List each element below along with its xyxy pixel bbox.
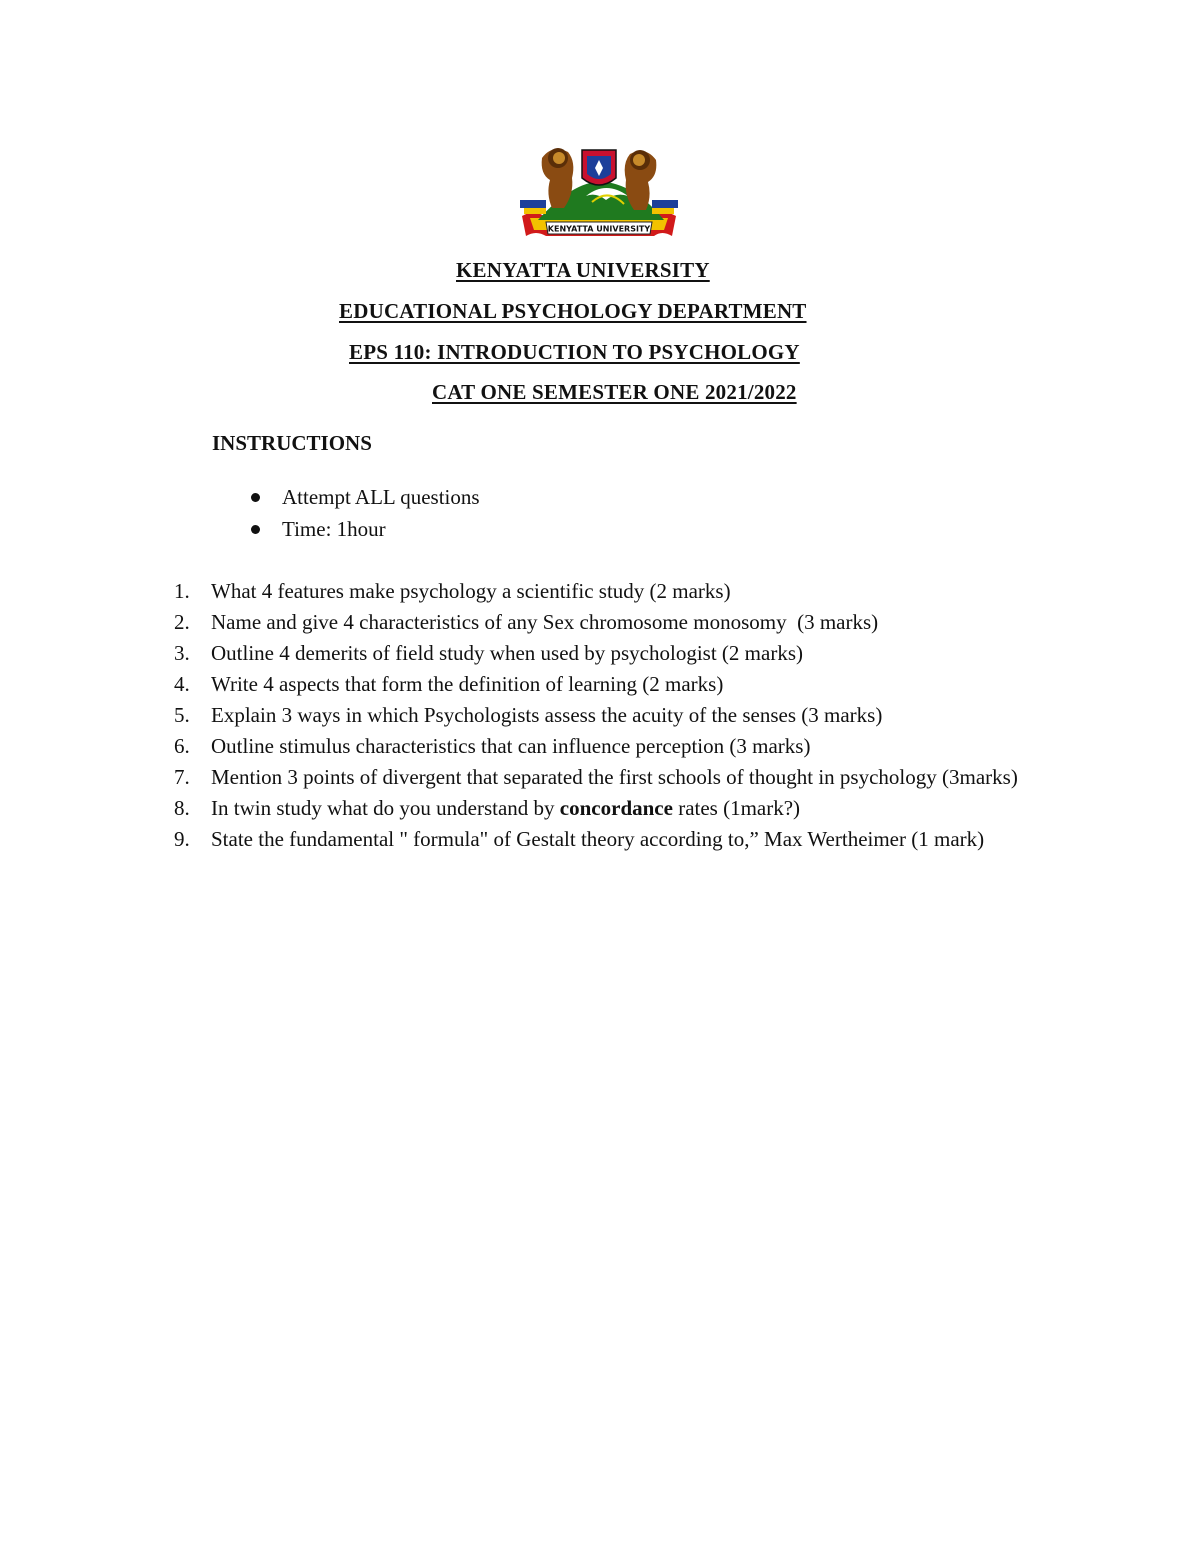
question-number: 8.	[174, 796, 190, 820]
question-item	[174, 607, 1054, 638]
instructions-list	[248, 482, 480, 546]
question-item	[174, 638, 1054, 669]
question-text: Outline stimulus characteristics that can influence perception (3 marks)	[211, 734, 811, 758]
crest-banner-text: KENYATTA UNIVERSITY	[547, 224, 651, 234]
question-text: State the fundamental " formula" of Gestalt theory according to,” Max Wertheimer (1 mark)	[211, 827, 985, 851]
instruction-item	[248, 482, 480, 514]
question-item	[174, 762, 1054, 793]
question-item	[174, 700, 1054, 731]
question-keyword-bold: concordance	[559, 796, 673, 820]
question-item	[174, 669, 1054, 700]
university-crest-logo	[516, 138, 682, 258]
question-item	[174, 793, 1054, 824]
course-title-heading: EPS 110: INTRODUCTION TO PSYCHOLOGY	[349, 340, 800, 364]
exam-title-heading: CAT ONE SEMESTER ONE 2021/2022	[432, 380, 797, 404]
question-text	[211, 793, 1054, 824]
question-number: 7.	[174, 765, 190, 789]
questions-list	[174, 576, 1054, 855]
question-number: 6.	[174, 734, 190, 758]
question-text: Mention 3 points of divergent that separated the first schools of thought in psychology (3marks)	[211, 765, 1018, 789]
question-item	[174, 731, 1054, 762]
question-text-pre: In twin study what do you understand by	[211, 796, 560, 820]
question-number: 4.	[174, 672, 190, 696]
instruction-item	[248, 514, 480, 546]
question-number: 2.	[174, 610, 190, 634]
question-number: 5.	[174, 703, 190, 727]
bullet-dot-icon	[251, 525, 260, 534]
department-heading: EDUCATIONAL PSYCHOLOGY DEPARTMENT	[339, 299, 807, 323]
instruction-text: Attempt ALL questions	[282, 485, 480, 509]
bullet-dot-icon	[251, 493, 260, 502]
instruction-text: Time: 1hour	[282, 517, 386, 541]
question-item	[174, 576, 1054, 607]
question-item	[174, 824, 1054, 855]
question-number: 1.	[174, 579, 190, 603]
question-text-post: rates (1mark?)	[672, 796, 801, 820]
instructions-title: INSTRUCTIONS	[212, 431, 372, 455]
question-text: Write 4 aspects that form the definition of learning (2 marks)	[211, 672, 724, 696]
university-name-heading: KENYATTA UNIVERSITY	[456, 258, 710, 282]
question-number: 9.	[174, 827, 190, 851]
question-number: 3.	[174, 641, 190, 665]
question-text: What 4 features make psychology a scientific study (2 marks)	[211, 579, 731, 603]
question-text: Name and give 4 characteristics of any Sex chromosome monosomy (3 marks)	[211, 610, 879, 634]
question-text: Outline 4 demerits of field study when used by psychologist (2 marks)	[211, 641, 803, 665]
question-text: Explain 3 ways in which Psychologists assess the acuity of the senses (3 marks)	[211, 703, 883, 727]
